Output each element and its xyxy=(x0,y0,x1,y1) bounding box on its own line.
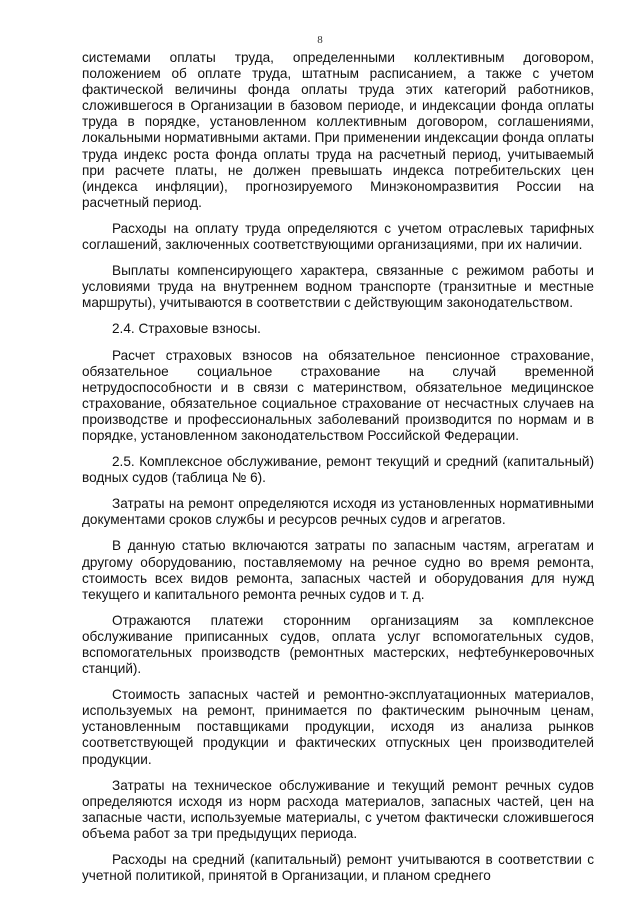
page-number: 8 xyxy=(317,34,323,46)
paragraph-compensation-payments: Выплаты компенсирующего характера, связанные с режимом работы и условиями труда на внутреннем водном транспорте (транзитные и местные маршруты), учитываются в соответствии с действующим законодательством. xyxy=(82,263,594,311)
paragraph-insurance-calculation: Расчет страховых взносов на обязательное пенсионное страхование, обязательное социальное страхование на случай временной нетрудоспособности и в связи с материнством, обязательное медицинское страхование, обязательное социальное страхование от несчастных случаев на производстве и профессиональных заболеваний производится по нормам и в порядке, установленном законодательством Российской Федерации. xyxy=(82,347,594,443)
document-body xyxy=(82,50,594,894)
paragraph-spare-parts: В данную статью включаются затраты по запасным частям, агрегатам и другому оборудованию, поставляемому на речное судно во время ремонта, стоимость всех видов ремонта, запасных частей и оборудования для нужд текущего и капитального ремонта речных судов и т. д. xyxy=(82,538,594,602)
paragraph-maintenance-costs: Затраты на техническое обслуживание и текущий ремонт речных судов определяются исходя из норм расхода материалов, запасных частей, цен на запасные части, используемые материалы, с учетом фактически сложившегося объема работ за три предыдущих периода. xyxy=(82,777,594,841)
paragraph-wage-systems: системами оплаты труда, определенными коллективным договором, положением об оплате труда, штатным расписанием, а также с учетом фактической величины фонда оплаты труда этих категорий работников, сложившегося в Организации в базовом периоде, и индексации фонда оплаты труда в порядке, установленном коллективным договором, соглашениями, локальными нормативными актами. При применении индексации фонда оплаты труда индекс роста фонда оплаты труда на расчетный период, учитываемый при расчете платы, не должен превышать индекса потребительских цен (индекса инфляции), прогнозируемого Минэкономразвития России на расчетный период. xyxy=(82,50,594,210)
section-heading-maintenance: 2.5. Комплексное обслуживание, ремонт текущий и средний (капитальный) водных судов (таблица № 6). xyxy=(82,454,594,486)
paragraph-third-party-payments: Отражаются платежи сторонним организациям за комплексное обслуживание приписанных судов, оплата услуг вспомогательных судов, вспомогательных производств (ремонтных мастерских, нефтебункеровочных станций). xyxy=(82,612,594,677)
paragraph-materials-cost: Стоимость запасных частей и ремонтно-эксплуатационных материалов, используемых на ремонт, принимается по фактическим рыночным ценам, установленным поставщиками продукции, исходя из анализа рынков соответствующей продукции и фактических отпускных цен производителей продукции. xyxy=(82,687,594,767)
section-heading-insurance: 2.4. Страховые взносы. xyxy=(112,321,261,337)
paragraph-labor-costs: Расходы на оплату труда определяются с учетом отраслевых тарифных соглашений, заключенных соответствующими организациями, при их наличии. xyxy=(82,220,594,253)
paragraph-repair-costs: Затраты на ремонт определяются исходя из установленных нормативными документами сроков службы и ресурсов речных судов и агрегатов. xyxy=(82,496,594,528)
paragraph-capital-repair: Расходы на средний (капитальный) ремонт учитываются в соответствии с учетной политикой, принятой в Организации, и планом среднего xyxy=(82,852,594,884)
